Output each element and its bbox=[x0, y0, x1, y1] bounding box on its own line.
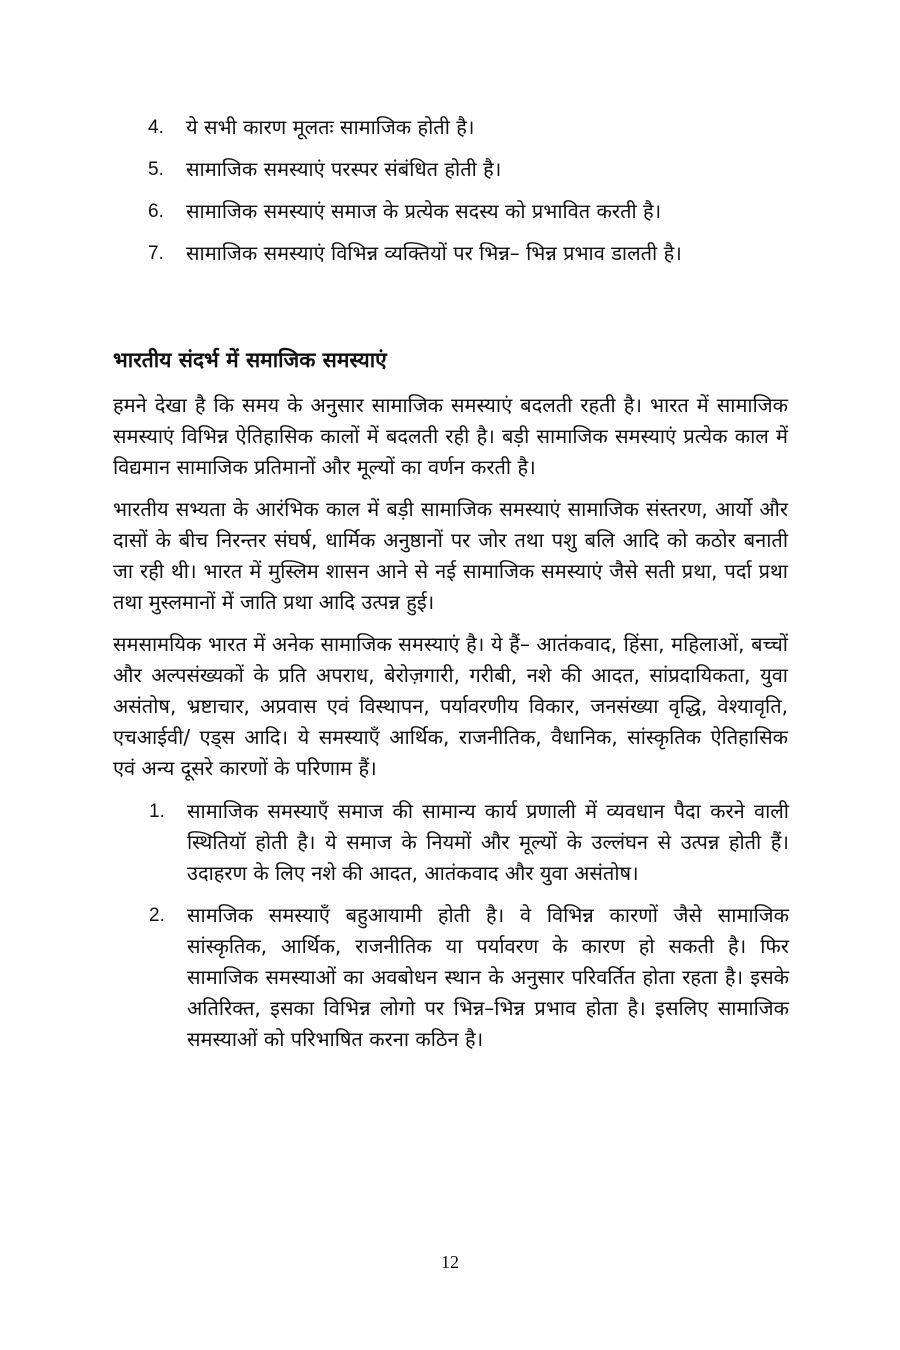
page-number: 12 bbox=[441, 1252, 459, 1272]
list-number: 4. bbox=[148, 117, 164, 138]
list-number: 6. bbox=[148, 201, 164, 222]
list-item-text: ये सभी कारण मूलतः सामाजिक होती है। bbox=[186, 115, 475, 139]
list-item-text: सामाजिक समस्याएं समाज के प्रत्येक सदस्य को प्रभावित करती है। bbox=[186, 199, 662, 223]
numbered-list-continued bbox=[148, 112, 788, 280]
paragraph: हमने देखा है कि समय के अनुसार सामाजिक समस्याएं बदलती रहती है। भारत में सामाजिक समस्याएं विभिन्न ऐतिहासिक कालों में बदलती रही है। बड़ी सामाजिक समस्याएं प्रत्येक काल में विद्यमान सामाजिक प्रतिमानों और मूल्यों का वर्णन करती है। bbox=[113, 393, 788, 479]
list-number: 2. bbox=[149, 905, 165, 926]
paragraph: समसामयिक भारत में अनेक सामाजिक समस्याएं है। ये हैं– आतंकवाद, हिंसा, महिलाओं, बच्चों और अल्पसंख्यकों के प्रति अपराध, बेरोज़गारी, गरीबी, नशे की आदत, सांप्रदायिकता, युवा असंतोष, भ्रष्टाचार, अप्रवास एवं विस्थापन, पर्यावरणीय विकार, जनसंख्या वृद्धि, वेश्यावृति, एचआईवी/ एड्स आदि। ये समस्याएँ आर्थिक, राजनीतिक, वैधानिक, सांस्कृतिक ऐतिहासिक एवं अन्य दूसरे कारणों के परिणाम हैं। bbox=[113, 632, 788, 780]
section-body bbox=[113, 390, 788, 1066]
list-item-text: सामाजिक समस्याएँ समाज की सामान्य कार्य प्रणाली में व्यवधान पैदा करने वाली स्थितियॉ होती है। ये समाज के नियमों और मूल्यों के उल्लंघन से उत्पन्न होती हैं। उदाहरण के लिए नशे की आदत, आतंकवाद और युवा असंतोष। bbox=[187, 799, 789, 885]
list-item bbox=[148, 154, 788, 185]
list-item bbox=[148, 238, 788, 269]
list-item bbox=[149, 900, 789, 1055]
list-item bbox=[148, 112, 788, 143]
list-item-text: सामाजिक समस्याएं परस्पर संबंधित होती है। bbox=[186, 157, 502, 181]
list-item-text: सामाजिक समस्याएं विभिन्न व्यक्तियों पर भिन्न– भिन्न प्रभाव डालती है। bbox=[186, 241, 682, 265]
section-heading: भारतीय संदर्भ में समाजिक समस्याएं bbox=[113, 348, 387, 372]
list-item-text: सामजिक समस्याएँ बहुआयामी होती है। वे विभिन्न कारणों जैसे सामाजिक सांस्कृतिक, आर्थिक, राजनीतिक या पर्यावरण के कारण हो सकती है। फिर सामाजिक समस्याओं का अवबोधन स्थान के अनुसार परिवर्तित होता रहता है। इसके अतिरिक्त, इसका विभिन्न लोगो पर भिन्न–भिन्न प्रभाव होता है। इसलिए सामाजिक समस्याओं को परिभाषित करना कठिन है। bbox=[187, 903, 789, 1051]
list-item bbox=[149, 796, 789, 889]
list-number: 7. bbox=[148, 243, 164, 264]
paragraph: भारतीय सभ्यता के आरंभिक काल में बड़ी सामाजिक समस्याएं सामाजिक संस्तरण, आर्यो और दासों के बीच निरन्तर संघर्ष, धार्मिक अनुष्ठानों पर जोर तथा पशु बलि आदि को कठोर बनाती जा रही थी। भारत में मुस्लिम शासन आने से नई सामाजिक समस्याएं जैसे सती प्रथा, पर्दा प्रथा तथा मुस्लमानों में जाति प्रथा आदि उत्पन्न हुई। bbox=[113, 497, 788, 614]
list-number: 5. bbox=[148, 159, 164, 180]
numbered-list bbox=[149, 796, 789, 1055]
list-item bbox=[148, 196, 788, 227]
list-number: 1. bbox=[149, 801, 165, 822]
